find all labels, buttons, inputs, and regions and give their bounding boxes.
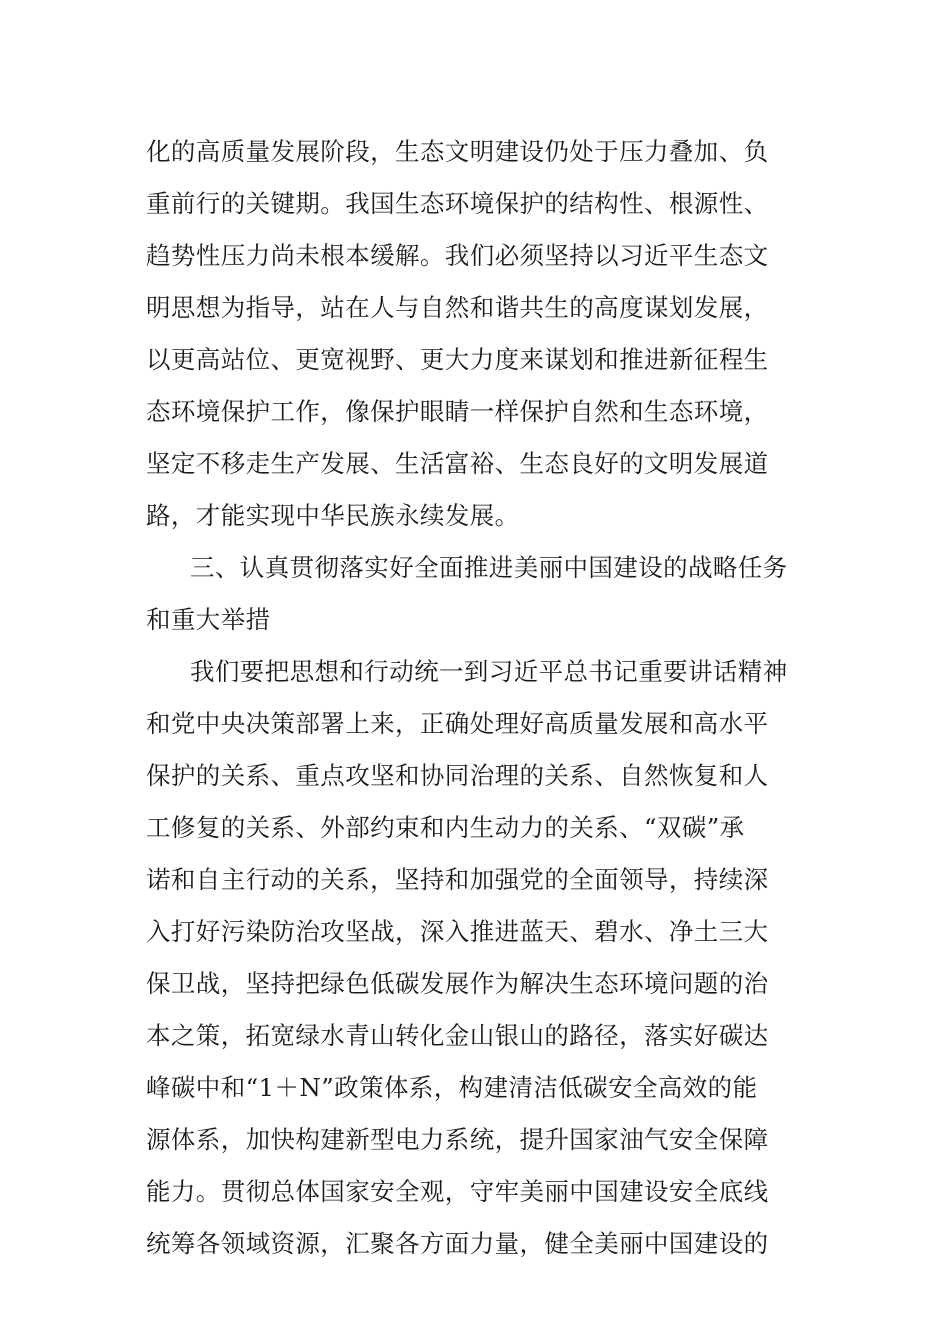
body-line: 我们要把思想和行动统一到习近平总书记重要讲话精神 <box>190 657 788 686</box>
body-line: 工修复的关系、外部约束和内生动力的关系、“双碳”承 <box>146 813 745 842</box>
body-line: 以更高站位、更宽视野、更大力度来谋划和推进新征程生 <box>146 345 769 374</box>
body-line: 坚定不移走生产发展、生活富裕、生态良好的文明发展道 <box>146 449 769 478</box>
body-line: 态环境保护工作，像保护眼睛一样保护自然和生态环境， <box>146 397 769 426</box>
body-line: 本之策，拓宽绿水青山转化金山银山的路径，落实好碳达 <box>146 1021 769 1050</box>
body-line: 重前行的关键期。我国生态环境保护的结构性、根源性、 <box>146 189 769 218</box>
body-line: 和党中央决策部署上来，正确处理好高质量发展和高水平 <box>146 709 769 738</box>
body-line: 能力。贯彻总体国家安全观，守牢美丽中国建设安全底线 <box>146 1177 769 1206</box>
body-line: 化的高质量发展阶段，生态文明建设仍处于压力叠加、负 <box>146 137 769 166</box>
body-line: 路，才能实现中华民族永续发展。 <box>146 501 520 530</box>
section-heading-line: 和重大举措 <box>146 605 271 634</box>
body-line: 保卫战，坚持把绿色低碳发展作为解决生态环境问题的治 <box>146 969 769 998</box>
body-line: 入打好污染防治攻坚战，深入推进蓝天、碧水、净土三大 <box>146 917 769 946</box>
body-line: 保护的关系、重点攻坚和协同治理的关系、自然恢复和人 <box>146 761 769 790</box>
section-heading-line: 三、认真贯彻落实好全面推进美丽中国建设的战略任务 <box>190 553 788 582</box>
body-line: 明思想为指导，站在人与自然和谐共生的高度谋划发展， <box>146 293 769 322</box>
body-line: 趋势性压力尚未根本缓解。我们必须坚持以习近平生态文 <box>146 241 769 270</box>
body-line: 源体系，加快构建新型电力系统，提升国家油气安全保障 <box>146 1125 769 1154</box>
body-line: 诺和自主行动的关系，坚持和加强党的全面领导，持续深 <box>146 865 769 894</box>
body-line: 统筹各领域资源，汇聚各方面力量，健全美丽中国建设的 <box>146 1229 769 1258</box>
body-line: 峰碳中和“1＋N”政策体系，构建清洁低碳安全高效的能 <box>146 1073 758 1102</box>
